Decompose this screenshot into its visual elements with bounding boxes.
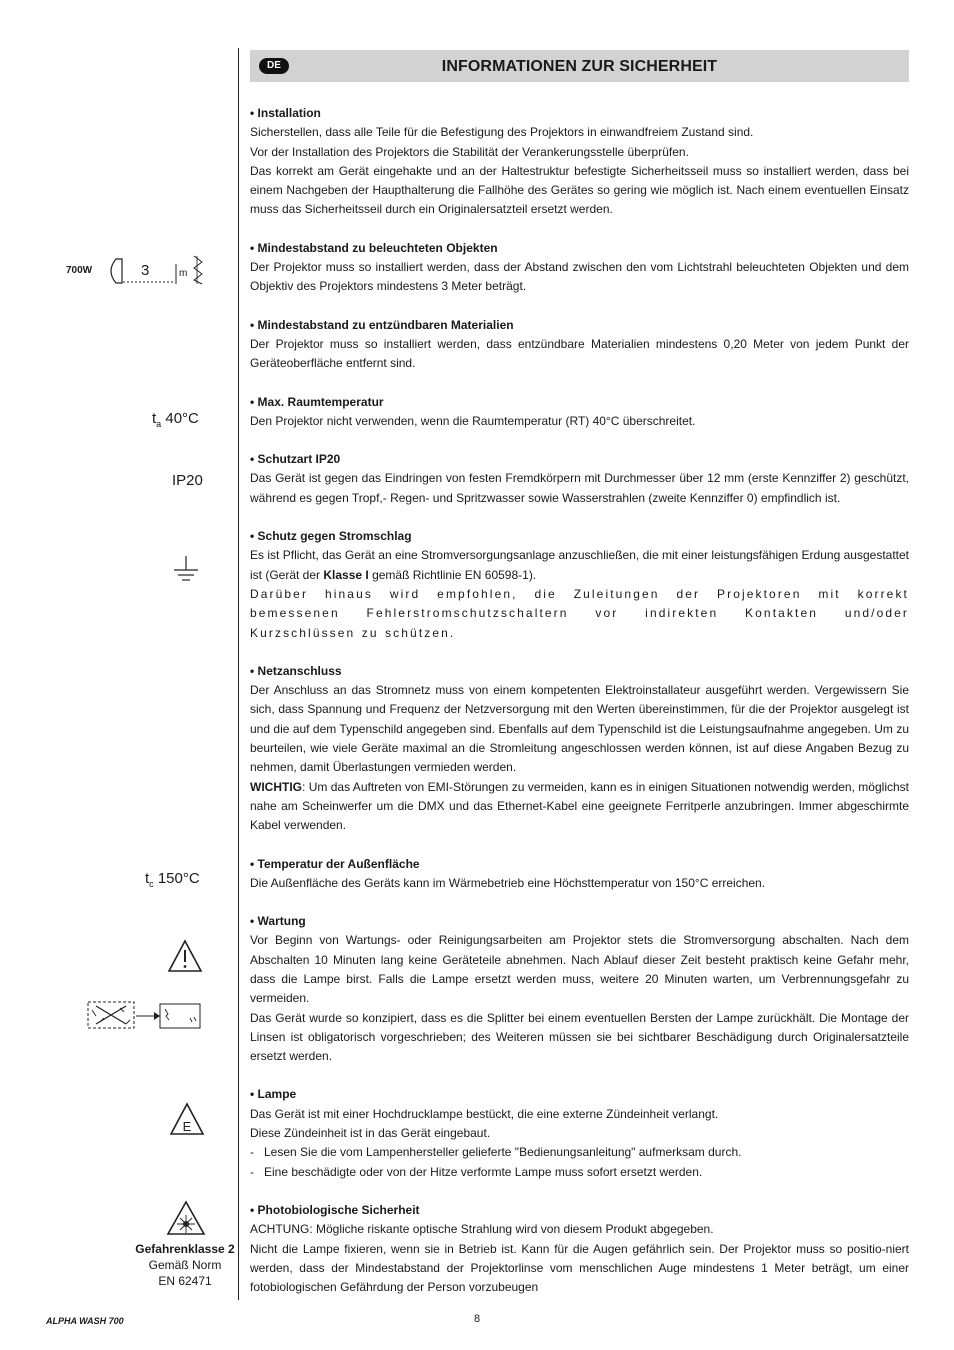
language-badge: DE — [259, 58, 289, 74]
ignitor-warning-icon — [169, 1102, 205, 1136]
section-min-distance-flammable: • Mindestabstand zu entzündbaren Materialien Der Projektor muss so installiert werden, dass entzündbare Materialien mindestens 0,20 Meter von jedem Punkt der Geräteoberfläche entfernt sind. — [250, 317, 909, 371]
ignitor-letter: E — [182, 1119, 192, 1134]
distance-symbol — [66, 254, 216, 288]
lens-replacement-icon — [86, 1000, 204, 1032]
page-title: INFORMATIONEN ZUR SICHERHEIT — [441, 58, 718, 75]
section-surface-temperature: • Temperatur der Außenfläche Die Außenfläche des Geräts kann im Wärmebetrieb eine Höchsttemperatur von 150°C erreichen. — [250, 856, 766, 890]
earth-ground-icon — [171, 556, 201, 586]
case-temp-label: $t_c$ 150°C — [145, 870, 200, 889]
product-name: ALPHA WASH 700 — [46, 1316, 124, 1326]
section-shock-protection: • Schutz gegen Stromschlag Es ist Pflicht, das Gerät an eine Stromversorgungsanlage anzuschließen, die mit einer leistungsfähigen Erdung ausgestattet ist (Gerät der Klasse I gemäß Richtlinie EN 60598-1). Darüber hinaus wird empfohlen, die Zuleitungen der Projektoren mit korrekt bemessenen Fehlerstromschutzschaltern vor indirekten Kontakten und/oder Kurzschlüssen zu schützen. — [250, 529, 909, 640]
section-header — [250, 50, 909, 82]
section-min-distance-objects: • Mindestabstand zu beleuchteten Objekten Der Projektor muss so installiert werden, dass der Abstand zwischen den vom Lichtstrahl beleuchteten Objekten und dem Objektiv des Projektors mindestens 3 Meter beträgt. — [250, 240, 909, 294]
ip-rating-label: IP20 — [172, 472, 203, 489]
section-maintenance: • Wartung Vor Beginn von Wartungs- oder Reinigungsarbeiten am Projektor stets die Stromversorgung abschalten. Nach dem Abschalten 10 Minuten lang keine Geräteteile abnehmen. Nach Ablauf dieser Zeit besteht praktisch keine Gefahr mehr, dass die Lampe birst. Falls die Lampe ersetzt werden muss, weitere 20 Minuten warten, um Verbrennungsgefahr zu vermeiden. Das Gerät wurde so konzipiert, dass es die Splitter bei einem eventuellen Bersten der Lampe zurückhält. Die Montage der Linsen ist obligatorisch vorgeschrieben; des Weiteren müssen sie bei sichtbarer Beschädigung durch Originalersatzteile ersetzt werden. — [250, 914, 909, 1064]
lamp-power-label: 700W — [66, 265, 93, 276]
section-installation: • Installation Sicherstellen, dass alle Teile für die Befestigung des Projektors in einwandfreiem Zustand sind. Vor der Installation des Projektors die Stabilität der Verankerungsstelle überprüfen. Das korrekt am Gerät eingehakte und an der Haltestruktur befestigte Sicherheitsseil muss so installiert werden, dass bei einem Nachgeben der Haupthalterung die Fallhöhe des Gerätes so gering wie möglich ist. Nach einem eventuellen Einsatz muss das Sicherheitsseil durch ein Originalersatzteil ersetzt werden. — [250, 106, 909, 217]
section-mains-connection: • Netzanschluss Der Anschluss an das Stromnetz muss von einem kompetenten Elektroinstallateur ausgeführt werden. Vergewissern Sie sich, dass Spannung und Frequenz der Netzversorgung mit den Werten übereinstimmen, für die der Projektor ausgelegt ist und die auf dem Typenschild angegeben sind. Ebenfalls auf dem Typenschild ist die Leistungsaufnahme angegeben. Um zu beurteilen, wie viele Geräte maximal an die Stromleitung angeschlossen werden können, ist auf diese Angaben Bezug zu nehmen, damit Überlastungen vermieden werden. WICHTIG: Um das Auftreten von EMI-Störungen zu vermeiden, kann es in einigen Situationen notwendig werden, möglichst nahe am Scheinwerfer um die DMX und das Ethernet-Kabel eine geeignete Ferritperle anzubringen. Immer abgeschirmte Kabel verwenden. — [250, 663, 909, 833]
list-item: - Eine beschädigte oder von der Hitze verformte Lampe muss sofort ersetzt werden. — [250, 1164, 703, 1179]
warning-triangle-icon — [167, 939, 203, 973]
laser-radiation-icon — [166, 1200, 206, 1236]
section-room-temperature: • Max. Raumtemperatur Den Projektor nicht verwenden, wenn die Raumtemperatur (RT) 40°C überschreitet. — [250, 394, 696, 428]
hazard-class-note: Gefahrenklasse 2 Gemäß Norm EN 62471 — [135, 1242, 235, 1288]
main-content — [250, 104, 909, 1316]
ambient-temp-label: $t_a$ 40°C — [152, 410, 199, 429]
section-lamp: • Lampe Das Gerät ist mit einer Hochdrucklampe bestückt, die eine externe Zündeinheit verlangt. Diese Zündeinheit ist in das Gerät eingebaut. - Lesen Sie die vom Lampenhersteller gelieferte "Bedienungsanleitung" aufmerksam durch. - Eine beschädigte oder von der Hitze verformte Lampe muss sofort ersetzt werden. — [250, 1085, 909, 1181]
column-divider — [238, 48, 239, 1300]
page-number: 8 — [473, 1313, 481, 1325]
distance-value: 3 — [141, 262, 150, 279]
distance-unit: m — [179, 268, 188, 279]
section-ip20: • Schutzart IP20 Das Gerät ist gegen das Eindringen von festen Fremdkörpern mit Durchmesser über 12 mm (erste Kennziffer 2) geschützt, während es gegen Tropf,- Regen- und Spritzwasser sowie Wasserstrahlen (zweite Kennziffer 0) empfindlich ist. — [250, 452, 909, 505]
list-item: - Lesen Sie die vom Lampenhersteller gelieferte "Bedienungsanleitung" aufmerksam durch. — [250, 1145, 742, 1160]
section-photobiological-safety: • Photobiologische Sicherheit ACHTUNG: Mögliche riskante optische Strahlung wird von diesem Produkt abgegeben. Nicht die Lampe fixieren, wenn sie in Betrieb ist. Kann für die Augen gefährlich sein. Der Projektor muss so positio-niert werden, dass der Mindestabstand der Projektorlinse vom menschlichen Auge mindestens 1 Meter beträgt, um einer fotobiologischen Gefährdung der Person vorzubeugen — [250, 1202, 909, 1295]
